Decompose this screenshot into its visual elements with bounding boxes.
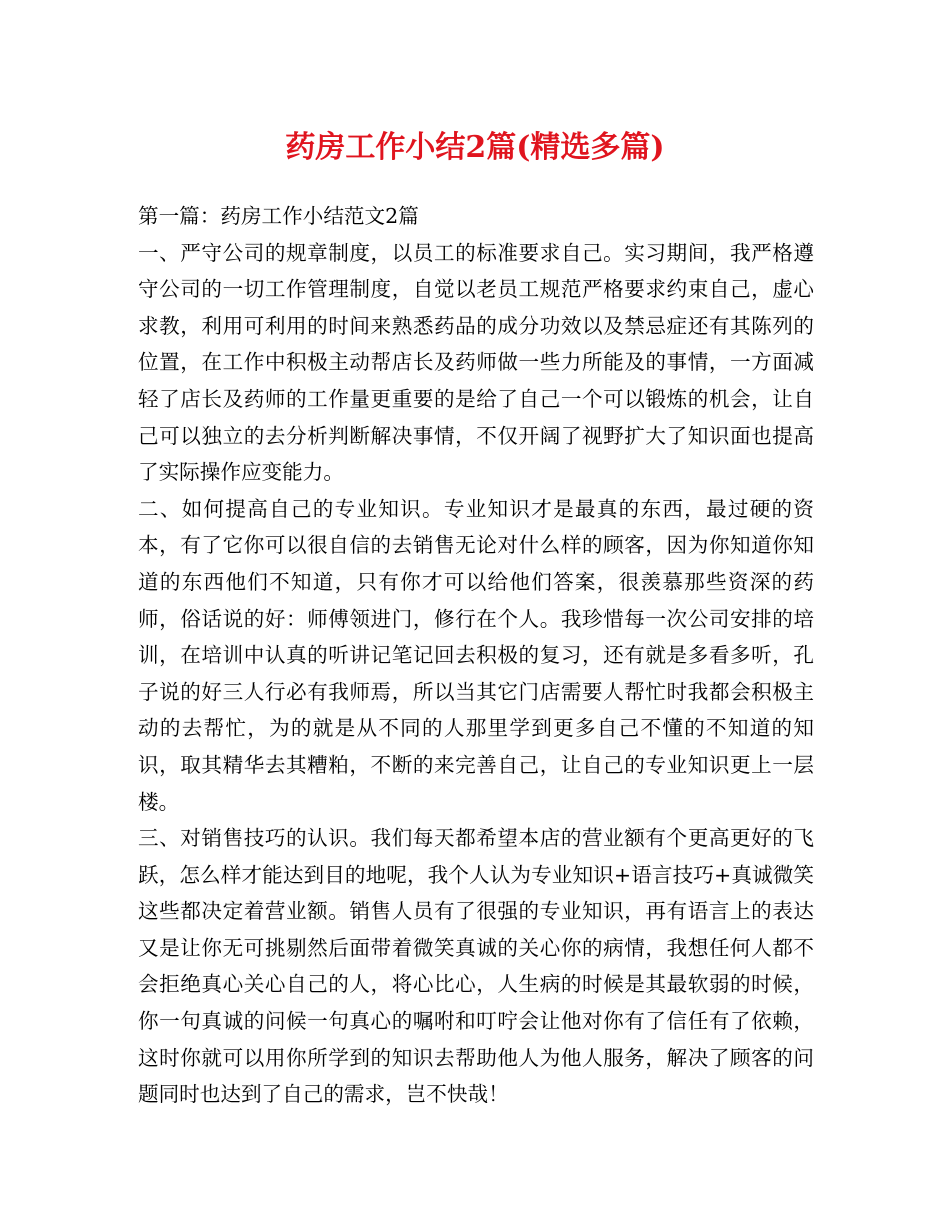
- document-title: 药房工作小结2篇(精选多篇): [285, 130, 665, 165]
- paragraph-3: 三、对销售技巧的认识。我们每天都希望本店的营业额有个更高更好的飞跃，怎么样才能达到目的地呢，我个人认为专业知识+语言技巧+真诚微笑这些都决定着营业额。销售人员有了很强的专业知识，再有语言上的表达又是让你无可挑剔然后面带着微笑真诚的关心你的病情，我想任何人都不会拒绝真心关心自己的人，将心比心，人生病的时候是其最软弱的时候，你一句真诚的问候一句真心的嘱咐和叮咛会让他对你有了信任有了依赖，这时你就可以用你所学到的知识去帮助他人为他人服务，解决了顾客的问题同时也达到了自己的需求，岂不快哉！: [138, 826, 814, 1107]
- paragraph-1: 一、严守公司的规章制度，以员工的标准要求自己。实习期间，我严格遵守公司的一切工作管理制度，自觉以老员工规范严格要求约束自己，虚心求教，利用可利用的时间来熟悉药品的成分功效以及禁忌症还有其陈列的位置，在工作中积极主动帮店长及药师做一些力所能及的事情，一方面减轻了店长及药师的工作量更重要的是给了自己一个可以锻炼的机会，让自己可以独立的去分析判断解决事情，不仅开阔了视野扩大了知识面也提高了实际操作应变能力。: [138, 240, 814, 485]
- document-body: [138, 198, 814, 1113]
- paragraph-2: 二、如何提高自己的专业知识。专业知识才是最真的东西，最过硬的资本，有了它你可以很自信的去销售无论对什么样的顾客，因为你知道你知道的东西他们不知道，只有你才可以给他们答案，很羡慕那些资深的药师，俗话说的好：师傅领进门，修行在个人。我珍惜每一次公司安排的培训，在培训中认真的听讲记笔记回去积极的复习，还有就是多看多听，孔子说的好三人行必有我师焉，所以当其它门店需要人帮忙时我都会积极主动的去帮忙，为的就是从不同的人那里学到更多自己不懂的不知道的知识，取其精华去其糟粕，不断的来完善自己，让自己的专业知识更上一层楼。: [138, 496, 814, 814]
- section-heading: 第一篇：药房工作小结范文2篇: [138, 204, 419, 228]
